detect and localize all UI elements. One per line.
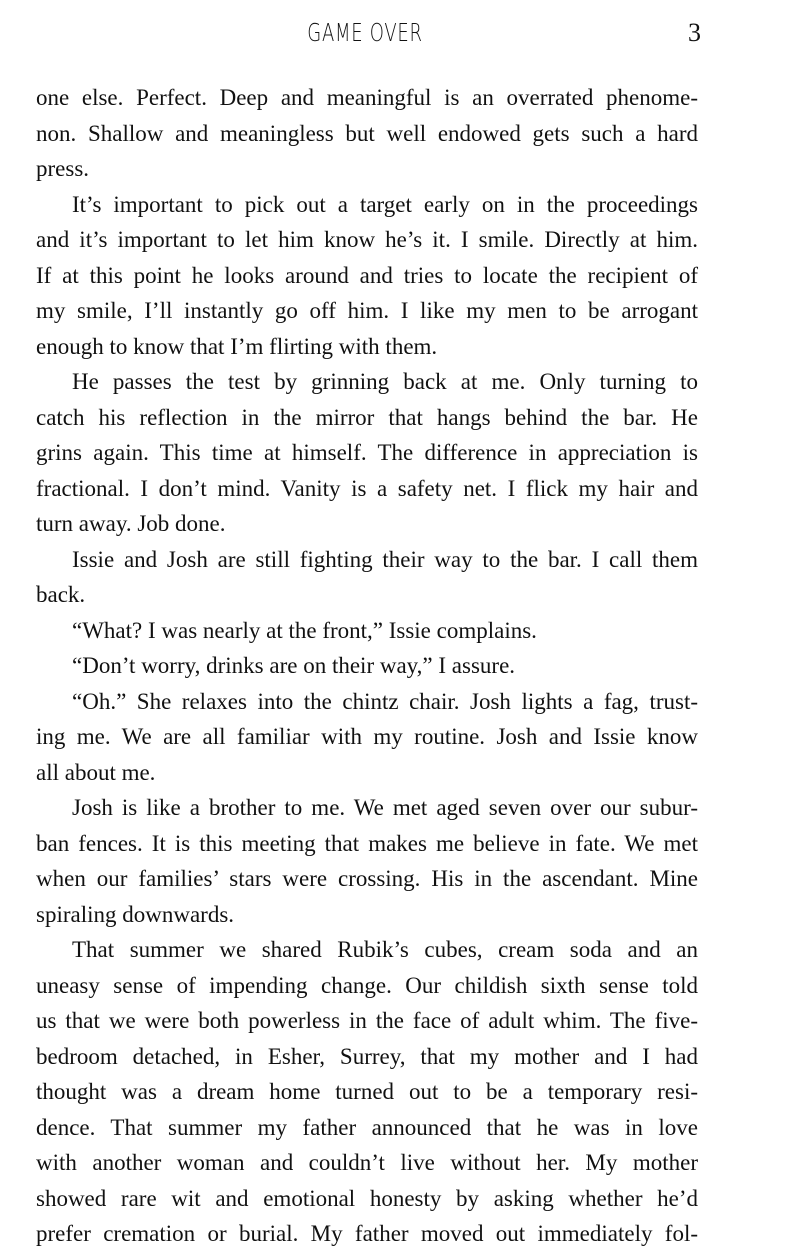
text-line: Josh is like a brother to me. We met aged seven over our subur-	[72, 795, 698, 820]
text-line: “What? I was nearly at the front,” Issie complains.	[72, 617, 537, 643]
text-line: grins again. This time at himself. The difference in appreciation is	[36, 440, 698, 465]
body-text	[36, 80, 698, 1252]
running-header: GAME OVER	[307, 18, 423, 47]
text-line: all about me.	[36, 759, 156, 785]
text-line: catch his reflection in the mirror that hangs behind the bar. He	[36, 404, 698, 430]
text-line: back.	[36, 582, 86, 607]
text-line: bedroom detached, in Esher, Surrey, that my mother and I had	[36, 1043, 698, 1069]
text-line: prefer cremation or burial. My father moved out immediately fol-	[36, 1221, 698, 1246]
text-line: us that we were both powerless in the face of adult whim. The five-	[36, 1008, 698, 1033]
text-line: showed rare wit and emotional honesty by asking whether he’d	[36, 1185, 698, 1211]
text-line: with another woman and couldn’t live without her. My mother	[36, 1150, 698, 1175]
text-line: enough to know that I’m flirting with them.	[36, 333, 438, 359]
text-line: spiraling downwards.	[36, 901, 235, 927]
text-line: press.	[36, 156, 90, 181]
text-line: “Oh.” She relaxes into the chintz chair. Josh lights a fag, trust-	[72, 688, 698, 714]
text-line: ban fences. It is this meeting that makes me believe in fate. We met	[36, 830, 698, 856]
text-line: when our families’ stars were crossing. His in the ascendant. Mine	[36, 866, 698, 891]
text-line: thought was a dream home turned out to be a temporary resi-	[36, 1079, 698, 1104]
text-line: dence. That summer my father announced that he was in love	[36, 1114, 698, 1140]
text-line: He passes the test by grinning back at me. Only turning to	[72, 369, 698, 394]
text-line: ing me. We are all familiar with my routine. Josh and Issie know	[36, 724, 698, 749]
text-line: uneasy sense of impending change. Our childish sixth sense told	[36, 972, 698, 998]
text-line: If at this point he looks around and tries to locate the recipient of	[36, 262, 698, 288]
text-line: That summer we shared Rubik’s cubes, cream soda and an	[72, 937, 698, 962]
page-number: 3	[688, 18, 701, 47]
text-line: non. Shallow and meaningless but well endowed gets such a hard	[36, 120, 698, 146]
text-line: It’s important to pick out a target early on in the proceedings	[72, 191, 698, 217]
text-line: “Don’t worry, drinks are on their way,” I assure.	[72, 653, 516, 678]
text-line: fractional. I don’t mind. Vanity is a safety net. I flick my hair and	[36, 475, 698, 501]
text-line: my smile, I’ll instantly go off him. I like my men to be arrogant	[36, 298, 698, 323]
text-line: Issie and Josh are still fighting their way to the bar. I call them	[72, 546, 698, 572]
text-line: turn away. Job done.	[36, 511, 226, 536]
text-line: and it’s important to let him know he’s it. I smile. Directly at him.	[36, 227, 698, 252]
text-line: one else. Perfect. Deep and meaningful is an overrated phenome-	[36, 85, 698, 110]
